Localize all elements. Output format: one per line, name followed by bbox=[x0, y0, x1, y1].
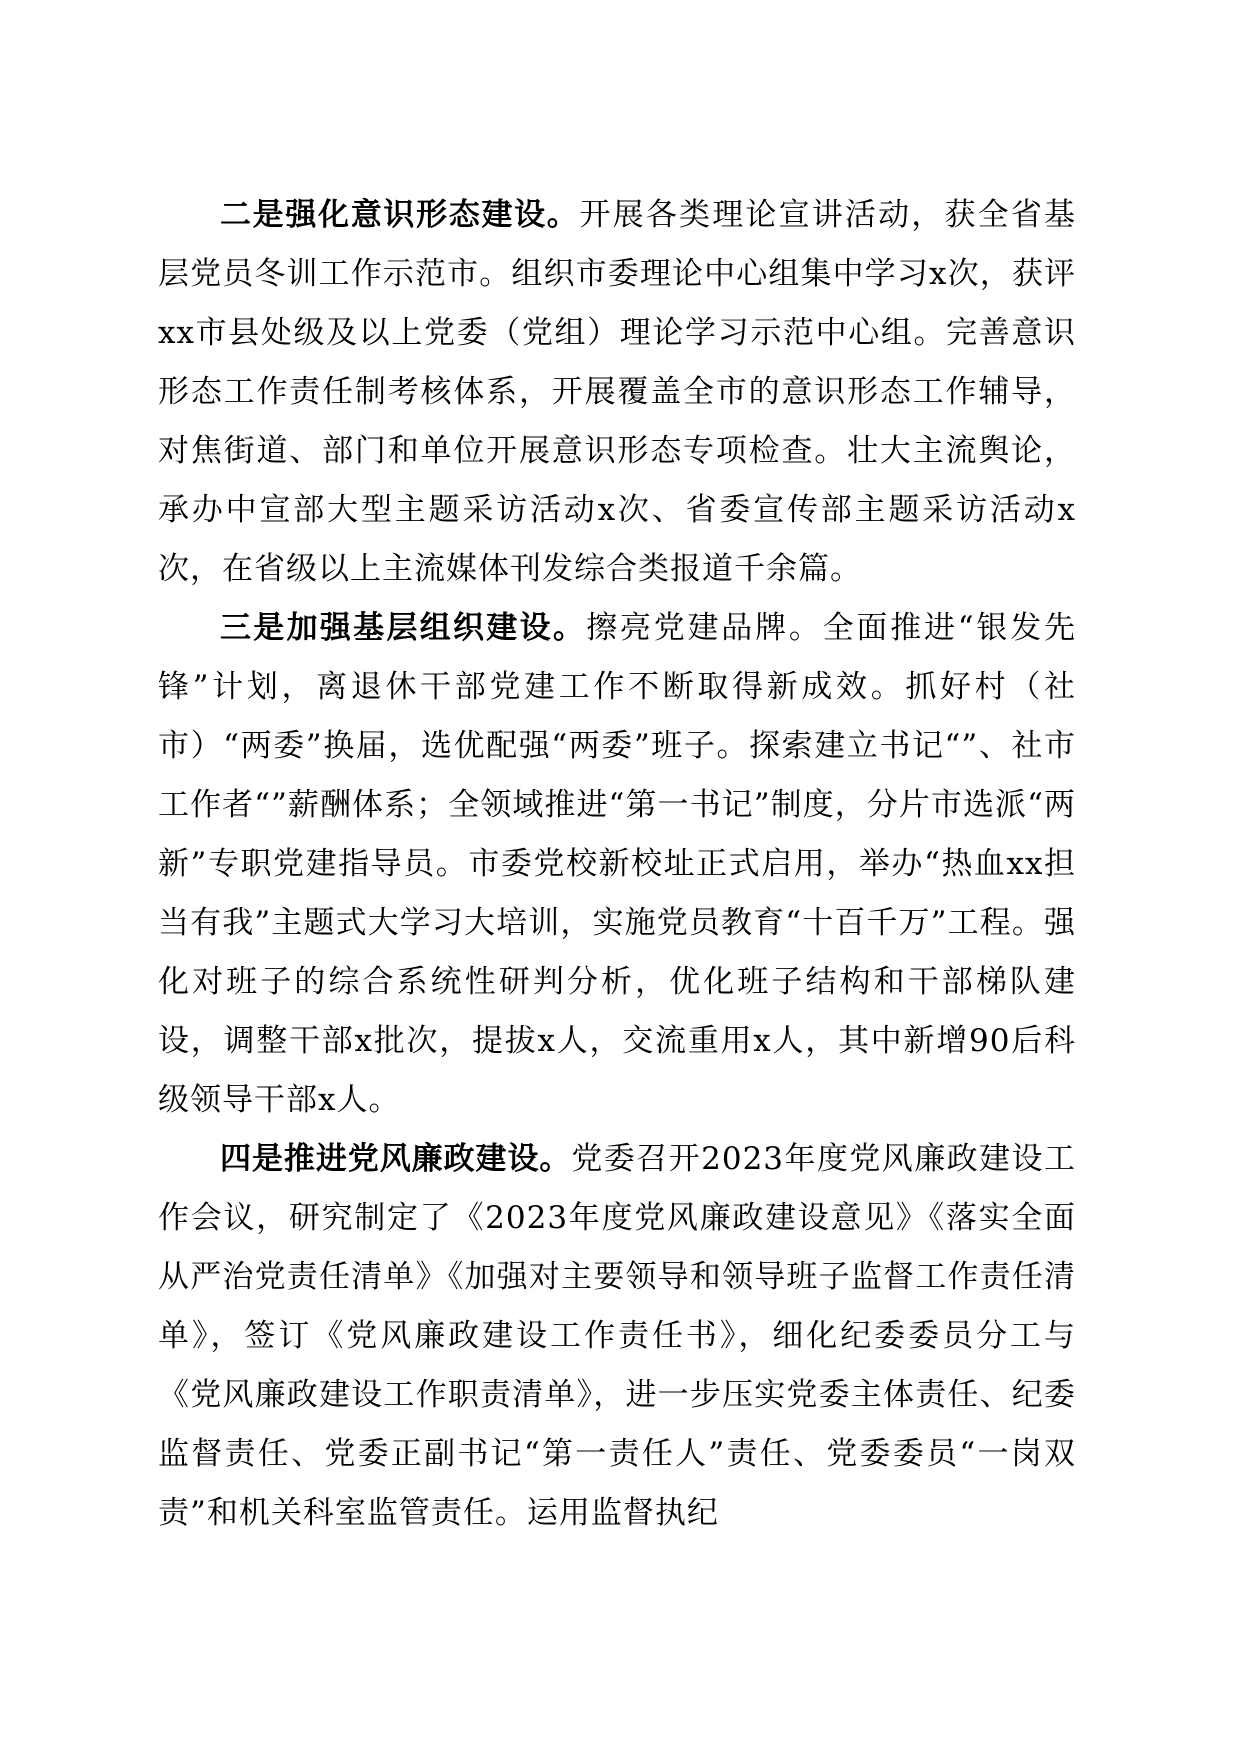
paragraph-heading: 四是推进党风廉政建设。 bbox=[220, 1141, 572, 1177]
paragraph-grassroots bbox=[158, 599, 1076, 1130]
document-body bbox=[158, 186, 1076, 1543]
paragraph-text: 开展各类理论宣讲活动，获全省基层党员冬训工作示范市。组织市委理论中心组集中学习x次，获评xx市县处级及以上党委（党组）理论学习示范中心组。完善意识形态工作责任制考核体系，开展覆盖全市的意识形态工作辅导，对焦街道、部门和单位开展意识形态专项检查。壮大主流舆论，承办中宣部大型主题采访活动x次、省委宣传部主题采访活动x次，在省级以上主流媒体刊发综合类报道千余篇。 bbox=[158, 197, 1077, 587]
paragraph-integrity bbox=[158, 1130, 1076, 1543]
paragraph-heading: 二是强化意识形态建设。 bbox=[220, 197, 580, 233]
paragraph-text: 擦亮党建品牌。全面推进“银发先锋”计划，离退休干部党建工作不断取得新成效。抓好村（社市）“两委”换届，选优配强“两委”班子。探索建立书记“”、社市工作者“”薪酬体系；全领域推进“第一书记”制度，分片市选派“两新”专职党建指导员。市委党校新校址正式启用，举办“热血xx担当有我”主题式大学习大培训，实施党员教育“十百千万”工程。强化对班子的综合系统性研判分析，优化班子结构和干部梯队建设，调整干部x批次，提拔x人，交流重用x人，其中新增90后科级领导干部x人。 bbox=[158, 610, 1076, 1118]
paragraph-heading: 三是加强基层组织建设。 bbox=[220, 610, 587, 646]
paragraph-ideology bbox=[158, 186, 1076, 599]
paragraph-text: 党委召开2023年度党风廉政建设工作会议，研究制定了《2023年度党风廉政建设意见》《落实全面从严治党责任清单》《加强对主要领导和领导班子监督工作责任清单》，签订《党风廉政建设工作责任书》，细化纪委委员分工与《党风廉政建设工作职责清单》，进一步压实党委主体责任、纪委监督责任、党委正副书记“第一责任人”责任、党委委员“一岗双责”和机关科室监管责任。运用监督执纪 bbox=[158, 1141, 1076, 1531]
